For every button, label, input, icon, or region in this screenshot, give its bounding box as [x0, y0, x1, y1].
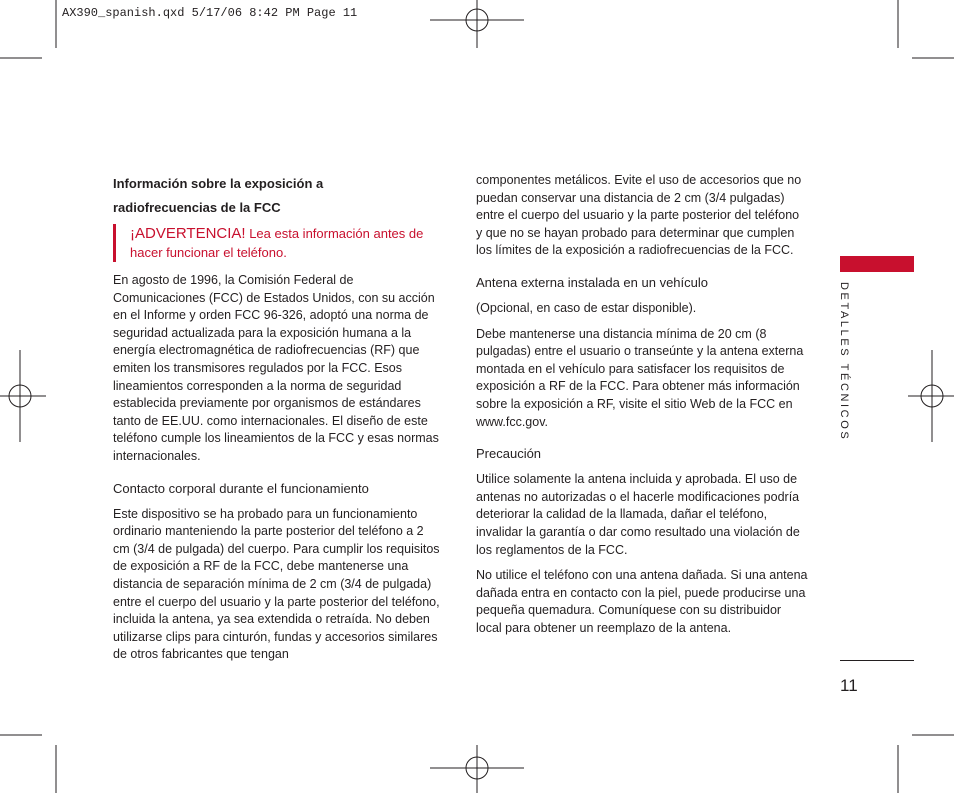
antenna-optional-note: (Opcional, en caso de estar disponible).	[476, 300, 697, 315]
continued-paragraph: componentes metálicos. Evite el uso de accesorios que no puedan conservar una distancia de 2 cm (3/4 pulgadas) entre el cuerpo del usuario y la parte posterior del teléfono y que no se hayan probado para determinar que cumplen los límites de la exposición a radiofrecuencias de la FCC.	[476, 173, 802, 258]
antenna-heading: Antena externa instalada en un vehículo	[476, 274, 709, 290]
warning-title: ¡ADVERTENCIA!	[130, 225, 246, 242]
body-contact-paragraph: Este dispositivo se ha probado para un funcionamiento ordinario manteniendo la parte posterior del teléfono a 2 cm (3/4 de pulgada) del cuerpo. Para cumplir los requisitos de exposición a RF de la FCC, debe mantenerse una distancia de separación mínima de 2 cm (3/4 de pulgada) entre el cuerpo del usuario y la parte posterior del teléfono, incluida la antena, ya sea extendida o retraída. No deben utilizarse clips para cinturón, fundas y accesorios similares de otros fabricantes que tengan	[113, 506, 440, 662]
section-tab-label: DETALLES TÉCNICOS	[838, 282, 850, 442]
section-heading	[113, 172, 443, 220]
caution-paragraph-1: Utilice solamente la antena incluida y aprobada. El uso de antenas no autorizadas o el hacerle modificaciones podría deteriorar la calidad de la llamada, dañar el teléfono, invalidar la garantía o dar como resultado una violación de los reglamentos de la FCC.	[476, 472, 800, 557]
warning-callout	[113, 224, 443, 262]
antenna-paragraph: Debe mantenerse una distancia mínima de 20 cm (8 pulgadas) entre el usuario o transeúnte y la antena externa montada en el vehículo para satisfacer los requisitos de exposición a RF de la FCC. Para obtener más información sobre la exposición a RF, visite el sitio Web de la FCC en www.fcc.gov.	[476, 326, 804, 429]
page-number: 11	[840, 676, 858, 695]
fcc-intro-paragraph: En agosto de 1996, la Comisión Federal de Comunicaciones (FCC) de Estados Unidos, con su acción en el Informe y orden FCC 96-326, adoptó una norma de seguridad actualizada para la exposición humana a la energía electromagnética de radiofrecuencias (RF) que emiten los transmisores regulados por la FCC. Esos lineamientos corresponden a la norma de seguridad establecida previamente por organismos de estándares tanto de EE.UU. como internacionales. El diseño de este teléfono cumple los lineamientos de la FCC y esas normas internacionales.	[113, 273, 439, 463]
file-slug: AX390_spanish.qxd 5/17/06 8:42 PM Page 11	[62, 6, 358, 20]
caution-heading: Precaución	[476, 446, 542, 462]
warning-text: Lea esta información antes de hacer funcionar el teléfono.	[130, 226, 424, 260]
heading-line-1: Información sobre la exposición a	[113, 176, 324, 191]
heading-line-2: radiofrecuencias de la FCC	[113, 200, 281, 215]
page-number-rule	[840, 660, 914, 661]
section-tab-bar	[840, 256, 914, 272]
caution-paragraph-2: No utilice el teléfono con una antena dañada. Si una antena dañada entra en contacto con la piel, puede producirse una pequeña quemadura. Comuníquese con su distribuidor local para obtener un reemplazo de la antena.	[476, 568, 808, 635]
left-column	[113, 172, 443, 672]
right-column	[476, 172, 808, 645]
body-contact-heading: Contacto corporal durante el funcionamiento	[113, 480, 369, 496]
